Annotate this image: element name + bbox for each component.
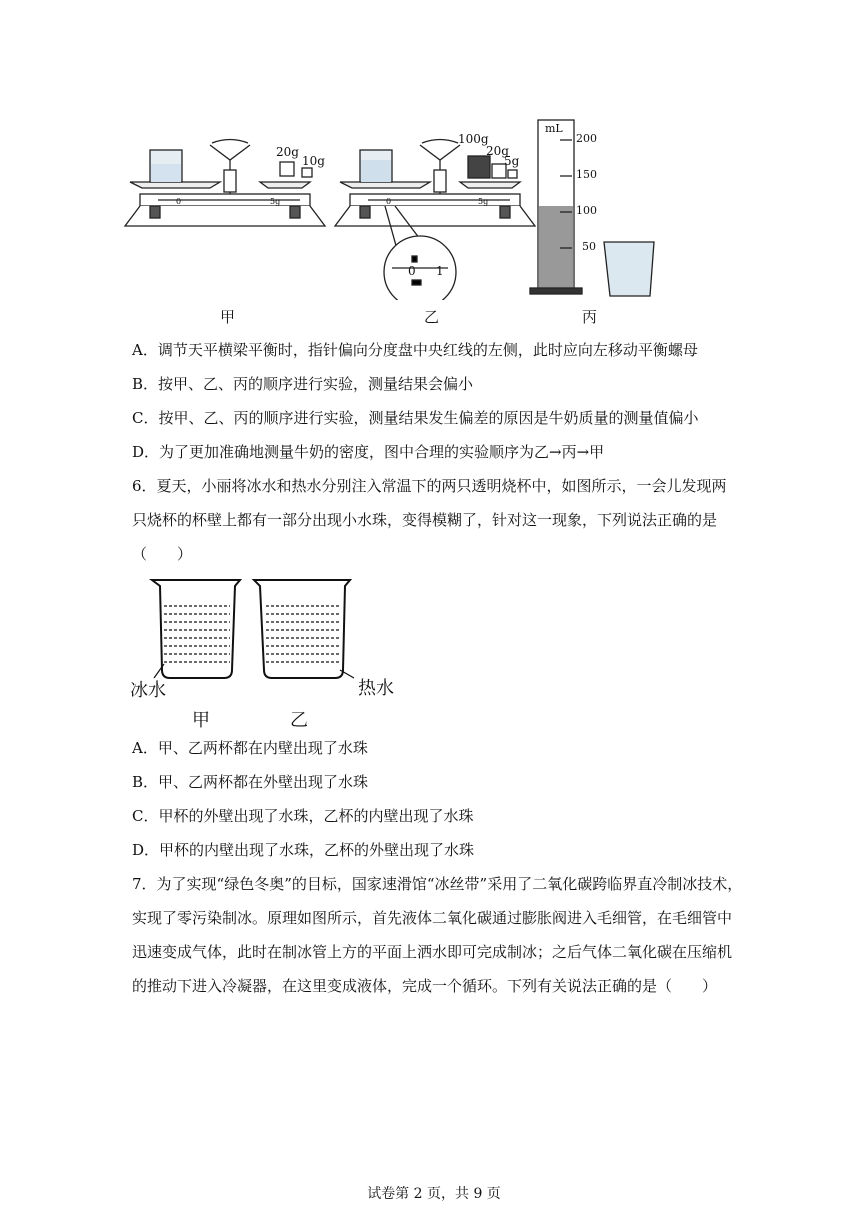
beaker-label-yi: 乙 [290,710,308,731]
weight-label: 100g [458,132,489,146]
weight-label: 20g [276,145,299,159]
q7-stem-line1: 7．为了实现“绿色冬奥”的目标，国家速滑馆“冰丝带”采用了二氧化碳跨临界直冷制冰技术， [132,875,743,893]
figure-label-bing: 丙 [582,308,598,326]
q6-stem-line2: 只烧杯的杯壁上都有一部分出现小水珠，变得模糊了，针对这一现象，下列说法正确的是 [132,511,718,529]
zoom-tick: 0 [408,264,416,278]
scale-tick: 5g [478,197,489,206]
label-hot-water: 热水 [358,678,394,699]
beaker-label-jia: 甲 [192,710,210,731]
beakers-figure [140,574,380,684]
q5-option-c: C．按甲、乙、丙的顺序进行实验，测量结果发生偏差的原因是牛奶质量的测量值偏小 [132,409,699,427]
q6-option-c: C．甲杯的外壁出现了水珠，乙杯的内壁出现了水珠 [132,807,474,825]
cylinder-tick: 150 [576,168,597,181]
page-footer: 试卷第 2 页，共 9 页 [367,1186,501,1202]
label-ice-water: 冰水 [130,680,166,701]
figure-label-yi: 乙 [424,308,440,326]
weight-label: 20g [486,144,509,158]
q6-option-a: A．甲、乙两杯都在内壁出现了水珠 [132,739,368,757]
q5-option-b: B．按甲、乙、丙的顺序进行实验，测量结果会偏小 [132,375,474,393]
cylinder-tick: 50 [582,240,596,253]
q5-option-d: D．为了更加准确地测量牛奶的密度，图中合理的实验顺序为乙→丙→甲 [132,443,605,461]
figure-label-jia: 甲 [220,308,236,326]
cylinder-unit: mL [545,122,563,135]
scale-tick: 0 [386,197,392,206]
q7-stem-line3: 迅速变成气体，此时在制冰管上方的平面上洒水即可完成制冰；之后气体二氧化碳在压缩机 [132,943,733,961]
q6-answer-bracket: （ ） [132,545,193,563]
q7-stem-line4: 的推动下进入冷凝器，在这里变成液体，完成一个循环。下列有关说法正确的是（ ） [132,977,718,995]
weight-label: 10g [302,154,325,168]
zoom-tick: 1 [436,264,444,278]
q5-option-a: A．调节天平横梁平衡时，指针偏向分度盘中央红线的左侧，此时应向左移动平衡螺母 [132,341,698,359]
scale-tick: 5g [270,197,281,206]
cylinder-tick: 200 [576,132,597,145]
cylinder-tick: 100 [576,204,597,217]
q7-stem-line2: 实现了零污染制冰。原理如图所示，首先液体二氧化碳通过膨胀阀进入毛细管，在毛细管中 [132,909,733,927]
weight-label: 5g [504,154,520,168]
q6-stem-line1: 6．夏天，小丽将冰水和热水分别注入常温下的两只透明烧杯中，如图所示，一会儿发现两 [132,477,727,495]
scale-tick: 0 [176,197,182,206]
q6-option-d: D．甲杯的内壁出现了水珠，乙杯的外壁出现了水珠 [132,841,475,859]
q6-option-b: B．甲、乙两杯都在外壁出现了水珠 [132,773,369,791]
